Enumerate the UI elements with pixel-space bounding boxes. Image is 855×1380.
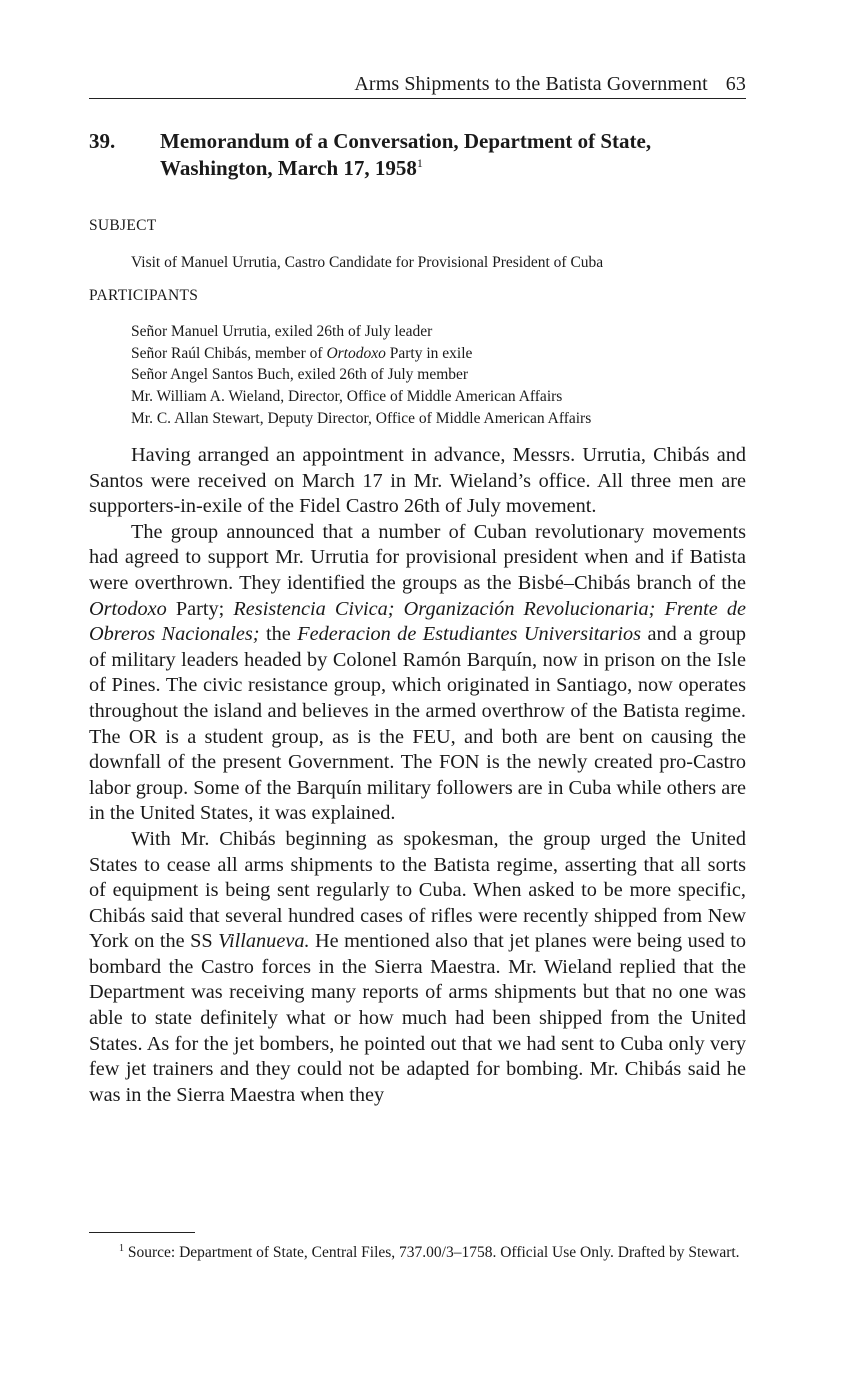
document-title — [160, 128, 746, 182]
body-paragraph-2 — [89, 520, 746, 827]
participant-item — [131, 343, 746, 365]
footnote-text: Source: Department of State, Central Files, 737.00/3–1758. Official Use Only. Drafted by Stewart. — [127, 1244, 740, 1261]
subject-label: SUBJECT — [89, 217, 157, 234]
italic-term: Ortodoxo — [89, 597, 167, 620]
document-title-line2: Washington, March 17, 1958 — [160, 156, 417, 180]
paragraph-text: and a group of military leaders headed by Colonel Ramón Barquín, now in prison on the Isle of Pines. The civic resistance group, which originated in Santiago, now operates throughout the island and believes in the armed overthrow of the Batista regime. The OR is a student group, as is the FEU, and both are bent on causing the downfall of the present Government. The FON is the newly created pro-Castro labor group. Some of the Barquín military followers are in Cuba while others are in the United States, it was explained. — [89, 623, 746, 825]
body-paragraph-1: Having arranged an appointment in advance, Messrs. Urrutia, Chibás and Santos were received on March 17 in Mr. Wieland’s office. All three men are supporters-in-exile of the Fidel Castro 26th of July movement. — [89, 444, 746, 518]
participant-item: Mr. William A. Wieland, Director, Office of Middle American Affairs — [131, 388, 563, 406]
paragraph-text: He mentioned also that jet planes were being used to bombard the Castro forces in the Sierra Maestra. Mr. Wieland replied that the Department was receiving many reports of arms shipments but that no one was able to state definitely what or how much had been shipped from the United States. As for the jet bombers, he pointed out that we had sent to Cuba only very few jet trainers and they could not be adapted for bombing. Mr. Chibás said he was in the Sierra Maestra when they — [89, 930, 746, 1106]
italic-term: Federacion de Estudiantes Universitarios — [297, 623, 642, 646]
italic-term: Resistencia Civica; Organización Revolucionaria; Frente de Obreros Nacionales; — [89, 597, 746, 646]
participant-item: Señor Manuel Urrutia, exiled 26th of July leader — [131, 323, 433, 340]
party-name-italic: Ortodoxo — [326, 344, 386, 362]
participants-label: PARTICIPANTS — [89, 287, 199, 304]
paragraph-text: With Mr. Chibás beginning as spokesman, the group urged the United States to cease all arms shipments to the Batista regime, asserting that all sorts of equipment is being sent regularly to Cuba. When asked to be more specific, Chibás said that several hundred cases of rifles were recently shipped from New York on the SS — [89, 827, 746, 953]
ship-name-italic: Villanueva. — [218, 930, 310, 953]
footnote-reference[interactable]: 1 — [416, 156, 423, 170]
paragraph-text: the — [259, 623, 298, 646]
document-title-line1: Memorandum of a Conversation, Department of State, — [160, 129, 652, 153]
running-head-title: Arms Shipments to the Batista Government — [354, 73, 708, 95]
participant-item: Señor Angel Santos Buch, exiled 26th of July member — [131, 366, 469, 384]
document-number: 39. — [89, 129, 116, 153]
footnote-body — [89, 1243, 746, 1263]
participant-text: Party in exile — [385, 344, 473, 362]
body-paragraph-3 — [89, 827, 746, 1109]
page-number: 63 — [725, 73, 746, 95]
memorandum-body — [89, 443, 746, 1108]
footnote-divider — [89, 1232, 195, 1233]
paragraph-text: The group announced that a number of Cuban revolutionary movements had agreed to support Mr. Urrutia for provisional president when and if Batista were overthrown. They identified the groups as the Bisbé–Chibás branch of the — [89, 520, 746, 594]
participant-text: Señor Raúl Chibás, member of — [131, 344, 327, 362]
footnote — [89, 1243, 746, 1263]
paragraph-text: Party; — [166, 597, 234, 620]
participants-list — [131, 321, 746, 430]
subject-text: Visit of Manuel Urrutia, Castro Candidate for Provisional President of Cuba — [131, 254, 604, 271]
running-head — [89, 72, 746, 99]
participant-item: Mr. C. Allan Stewart, Deputy Director, Office of Middle American Affairs — [131, 409, 592, 427]
footnote-marker: 1 — [119, 1242, 124, 1254]
